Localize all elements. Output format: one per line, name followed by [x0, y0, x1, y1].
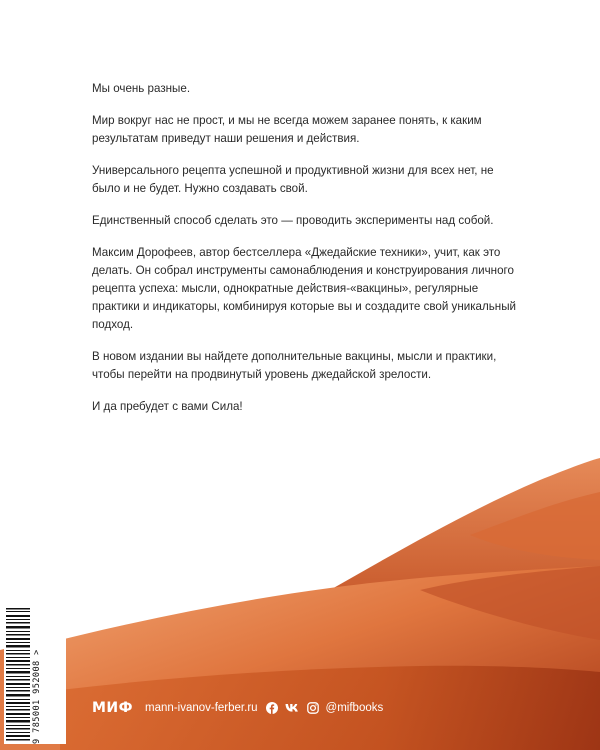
barcode-bars [4, 606, 32, 744]
paragraph-7: И да пребудет с вами Сила! [92, 400, 243, 413]
publisher-website-link[interactable]: mann-ivanov-ferber.ru [145, 702, 258, 714]
instagram-icon[interactable] [307, 702, 319, 714]
social-handle[interactable]: @mifbooks [325, 702, 384, 714]
publisher-footer [92, 697, 383, 719]
paragraph-6: В новом издании вы найдете дополнительные вакцины, мысли и практики, чтобы перейти на продвинутый уровень джедайской зрелости. [92, 350, 497, 381]
paragraph-2: Мир вокруг нас не прост, и мы не всегда можем заранее понять, к каким результатам приведут наши решения и действия. [92, 114, 482, 145]
isbn-digits: 9 785001 952008 > [32, 649, 42, 744]
paragraph-5: Максим Дорофеев, автор бестселлера «Джедайские техники», учит, как это делать. Он собрал инструменты самонаблюдения и конструирования личного рецепта успеха: мысли, однократные действия-«вакцины», регулярные практики и индикаторы, комбинируя которые вы и создадите свой уникальный подход. [92, 246, 517, 331]
paragraph-1: Мы очень разные. [92, 82, 191, 95]
paragraph-4: Единственный способ сделать это — проводить эксперименты над собой. [92, 214, 494, 227]
facebook-icon[interactable] [266, 702, 278, 714]
blurb-text [92, 80, 522, 430]
isbn-barcode [4, 606, 66, 744]
vk-icon[interactable] [285, 703, 300, 713]
paragraph-3: Универсального рецепта успешной и продуктивной жизни для всех нет, не было и не будет. Нужно создавать свой. [92, 164, 494, 195]
publisher-logo: МИФ [92, 700, 134, 716]
